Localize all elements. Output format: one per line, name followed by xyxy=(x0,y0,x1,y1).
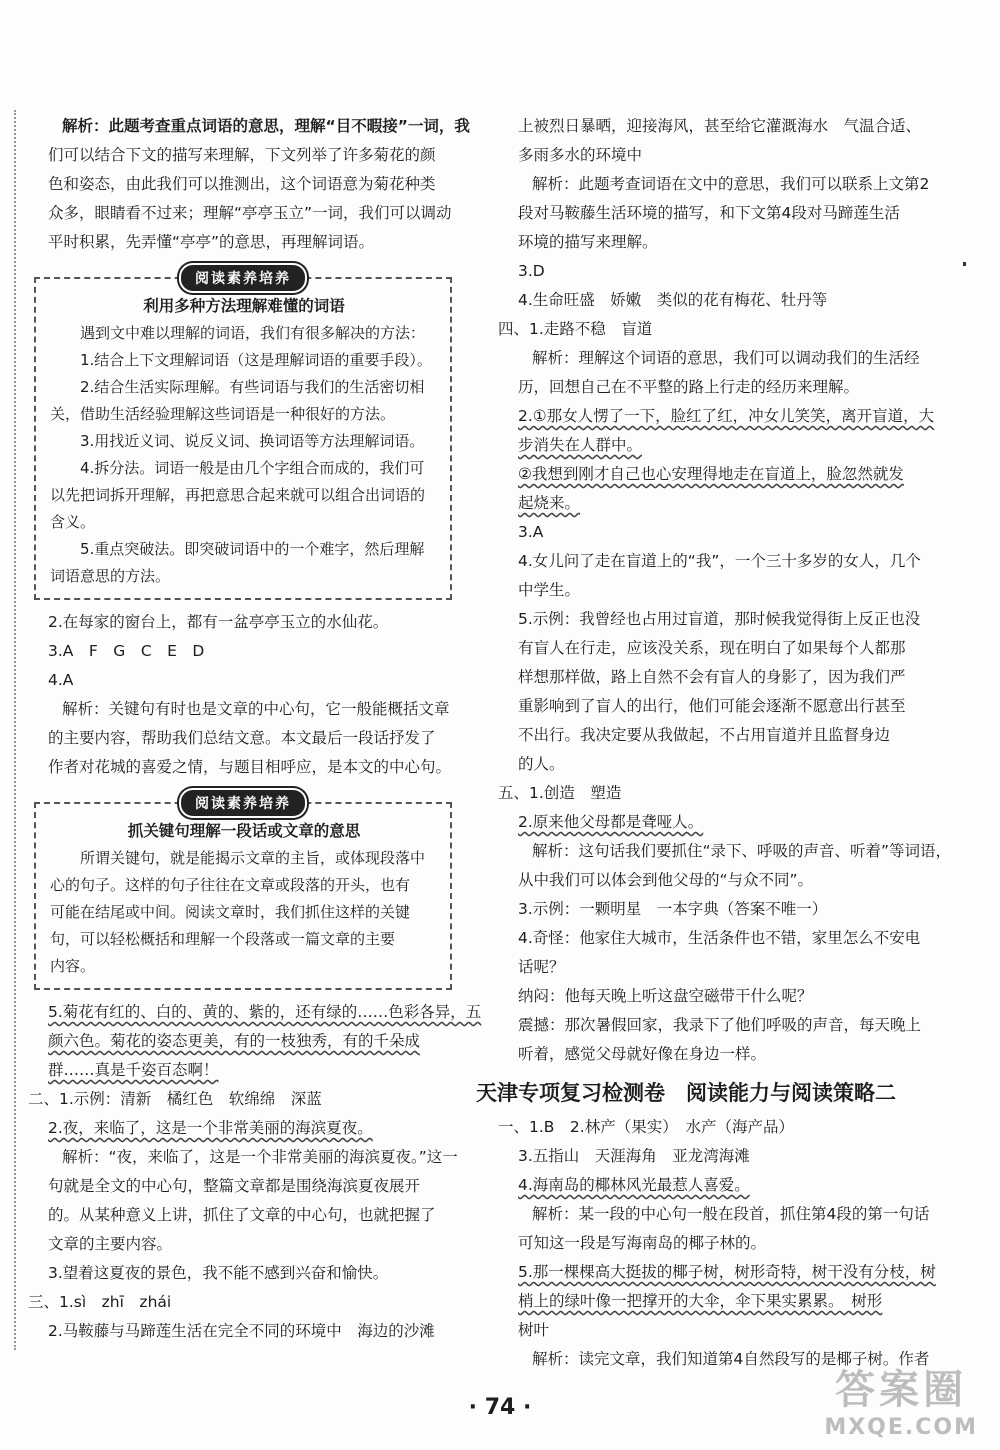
answer-line: 中学生。 xyxy=(518,581,581,599)
speck xyxy=(963,262,966,266)
text-line: 解析：读完文章，我们知道第4自然段写的是椰子树。作者 xyxy=(532,1350,930,1368)
text-line: 从中我们可以体会到他父母的“与众不同”。 xyxy=(518,871,814,889)
answer-line: 4.A xyxy=(48,671,74,689)
page-number: · 74 · xyxy=(468,1395,532,1420)
answer-line: 2.夜，来临了，这是一个非常美丽的海滨夏夜。 xyxy=(48,1119,373,1137)
answer-line: 树叶 xyxy=(518,1321,550,1339)
answer-line: 3.D xyxy=(518,262,545,280)
tip-line: 3.用找近义词、说反义词、换词语等方法理解词语。 xyxy=(80,432,425,450)
answer-line: 3.五指山 天涯海角 亚龙湾海滩 xyxy=(518,1147,750,1165)
tip-line: 含义。 xyxy=(50,513,96,531)
answer-line: 5.示例：我曾经也占用过盲道，那时候我觉得街上反正也没 xyxy=(518,610,921,628)
answer-line: 4.女儿问了走在盲道上的“我”，一个三十多岁的女人，几个 xyxy=(518,552,921,570)
answer-line: 纳闷：他每天晚上听这盘空磁带干什么呢？ xyxy=(518,987,813,1005)
watermark-url: MXQE.COM xyxy=(824,1415,978,1440)
text-line: 解析：某一段的中心句一般在段首，抓住第4段的第一句话 xyxy=(532,1205,930,1223)
tip-line: 心的句子。这样的句子往往在文章或段落的开头，也有 xyxy=(50,876,411,894)
section-title: 天津专项复习检测卷 阅读能力与阅读策略二 xyxy=(476,1081,896,1105)
answer-line: 样想那样做，路上自然不会有盲人的身影了，因为我们严 xyxy=(518,668,906,686)
answer-line: 3.示例：一颗明星 一本字典（答案不唯一） xyxy=(518,900,828,918)
text-line: 的主要内容，帮助我们总结文意。本文最后一段话抒发了 xyxy=(48,729,436,747)
answer-line: 二、1.示例：清新 橘红色 软绵绵 深蓝 xyxy=(28,1090,322,1108)
answer-line: 4.生命旺盛 娇嫩 类似的花有梅花、牡丹等 xyxy=(518,291,828,309)
text-line: 的。从某种意义上讲，抓住了文章的中心句，也就把握了 xyxy=(48,1206,436,1224)
tip-line: 可能在结尾或中间。阅读文章时，我们抓住这样的关键 xyxy=(50,903,411,921)
text-line: 解析：“夜，来临了，这是一个非常美丽的海滨夏夜。”这一 xyxy=(62,1148,458,1166)
text-line: 色和姿态，由此我们可以推测出，这个词语意为菊花种类 xyxy=(48,175,436,193)
tip-line: 4.拆分法。词语一般是由几个字组合而成的，我们可 xyxy=(80,459,425,477)
answer-line: 5.那一棵棵高大挺拔的椰子树，树形奇特，树干没有分枝，树 xyxy=(518,1263,936,1281)
text-line: 环境的描写来理解。 xyxy=(518,233,658,251)
text-line: 解析：理解这个词语的意思，我们可以调动我们的生活经 xyxy=(532,349,920,367)
answer-line: 上被烈日暴晒，迎接海风，甚至给它灌溉海水 气温合适、 xyxy=(518,117,922,135)
text-line: 句就是全文的中心句，整篇文章都是围绕海滨夏夜展开 xyxy=(48,1177,421,1195)
right-column xyxy=(476,112,958,1374)
answer-line: 话呢？ xyxy=(518,958,565,976)
text-line: 作者对花城的喜爱之情，与题目相呼应，是本文的中心句。 xyxy=(48,758,452,776)
text-line: 段对马鞍藤生活环境的描写，和下文第4段对马蹄莲生活 xyxy=(518,204,900,222)
tip-title: 利用多种方法理解难懂的词语 xyxy=(143,297,345,315)
tip-line: 1.结合上下文理解词语（这是理解词语的重要手段）。 xyxy=(80,351,432,369)
answer-line: 3.A xyxy=(518,523,544,541)
answer-line: 4.奇怪：他家住大城市，生活条件也不错，家里怎么不安电 xyxy=(518,929,921,947)
answer-line: 的人。 xyxy=(518,755,565,773)
text-line: 可知这一段是写海南岛的椰子林的。 xyxy=(518,1234,767,1252)
answer-line: ②我想到刚才自己也心安理得地走在盲道上，脸忽然就发 xyxy=(518,465,904,483)
text-line: 平时积累，先弄懂“亭亭”的意思，再理解词语。 xyxy=(48,233,375,251)
answer-line: 2.①那女人愣了一下，脸红了红，冲女儿笑笑，离开盲道，大 xyxy=(518,407,935,425)
tip-line: 遇到文中难以理解的词语，我们有很多解决的方法： xyxy=(80,324,426,342)
answer-line: 有盲人在行走，应该没关系，现在明白了如果每个人都那 xyxy=(518,639,906,657)
tip-badge: 阅读素养培养 xyxy=(179,788,307,818)
tip-line: 句，可以轻松概括和理解一个段落或一篇文章的主要 xyxy=(50,930,396,948)
answer-line: 听着，感觉父母就好像在身边一样。 xyxy=(518,1045,767,1063)
tip-line: 内容。 xyxy=(50,957,96,975)
answer-line: 颜六色。菊花的姿态更美，有的一枝独秀，有的千朵成 xyxy=(48,1032,421,1050)
answer-line: 2.原来他父母都是聋哑人。 xyxy=(518,813,704,831)
tip-line: 关，借助生活经验理解这些词语是一种很好的方法。 xyxy=(50,405,396,423)
text-line: 众多，眼睛看不过来；理解“亭亭玉立”一词，我们可以调动 xyxy=(48,204,452,222)
answer-line: 多雨多水的环境中 xyxy=(518,146,643,164)
answer-line: 起烧来。 xyxy=(518,494,581,512)
text-line: 解析：这句话我们要抓住“录下、呼吸的声音、听着”等词语， xyxy=(532,842,952,860)
text-line: 解析：此题考查重点词语的意思，理解“目不暇接”一词，我 xyxy=(62,117,470,135)
answer-line: 一、1.B 2.林产（果实） 水产（海产品） xyxy=(498,1118,794,1136)
left-column xyxy=(28,112,482,1346)
answer-line: 四、1.走路不稳 盲道 xyxy=(498,320,653,338)
answer-line: 2.在每家的窗台上，都有一盆亭亭玉立的水仙花。 xyxy=(48,613,389,631)
text-line: 们可以结合下文的描写来理解，下文列举了许多菊花的颜 xyxy=(48,146,436,164)
answer-line: 3.望着这夏夜的景色，我不能不感到兴奋和愉快。 xyxy=(48,1264,389,1282)
text-line: 解析：此题考查词语在文中的意思，我们可以联系上文第2 xyxy=(532,175,930,193)
answer-line: 群……真是千姿百态啊！ xyxy=(48,1061,219,1079)
answer-line: 3.A F G C E D xyxy=(48,642,205,660)
answer-line: 重影响到了盲人的出行，他们可能会逐渐不愿意出行甚至 xyxy=(518,697,906,715)
tip-line: 词语意思的方法。 xyxy=(50,567,171,585)
text-line: 文章的主要内容。 xyxy=(48,1235,173,1253)
tip-title: 抓关键句理解一段话或文章的意思 xyxy=(127,822,361,840)
tip-line: 5.重点突破法。即突破词语中的一个难字，然后理解 xyxy=(80,540,425,558)
answer-line: 震撼：那次暑假回家，我录下了他们呼吸的声音，每天晚上 xyxy=(518,1016,922,1034)
answer-line: 4.海南岛的椰林风光最惹人喜爱。 xyxy=(518,1176,750,1194)
answer-line: 三、1.sì zhī zhái xyxy=(28,1293,172,1311)
reading-tip-box xyxy=(34,796,452,990)
binding-margin xyxy=(14,110,16,1350)
tip-line: 所谓关键句，就是能揭示文章的主旨，或体现段落中 xyxy=(80,849,426,867)
answer-line: 2.马鞍藤与马蹄莲生活在完全不同的环境中 海边的沙滩 xyxy=(48,1322,435,1340)
answer-line: 五、1.创造 塑造 xyxy=(498,784,622,802)
tip-line: 2.结合生活实际理解。有些词语与我们的生活密切相 xyxy=(80,378,425,396)
tip-line: 以先把词拆开理解，再把意思合起来就可以组合出词语的 xyxy=(50,486,426,504)
reading-tip-box xyxy=(34,271,452,600)
text-line: 解析：关键句有时也是文章的中心句，它一般能概括文章 xyxy=(62,700,450,718)
watermark xyxy=(824,1358,978,1440)
text-line: 历，回想自己在不平整的路上行走的经历来理解。 xyxy=(518,378,860,396)
answer-line: 梢上的绿叶像一把撑开的大伞，伞下果实累累。 树形 xyxy=(518,1292,883,1310)
tip-badge: 阅读素养培养 xyxy=(179,263,307,293)
answer-line: 步消失在人群中。 xyxy=(518,436,643,454)
watermark-logo: 答案圈 xyxy=(835,1367,968,1413)
answer-line: 5.菊花有红的、白的、黄的、紫的，还有绿的……色彩各异，五 xyxy=(48,1003,482,1021)
answer-line: 不出行。我决定要从我做起，不占用盲道并且监督身边 xyxy=(518,726,891,744)
